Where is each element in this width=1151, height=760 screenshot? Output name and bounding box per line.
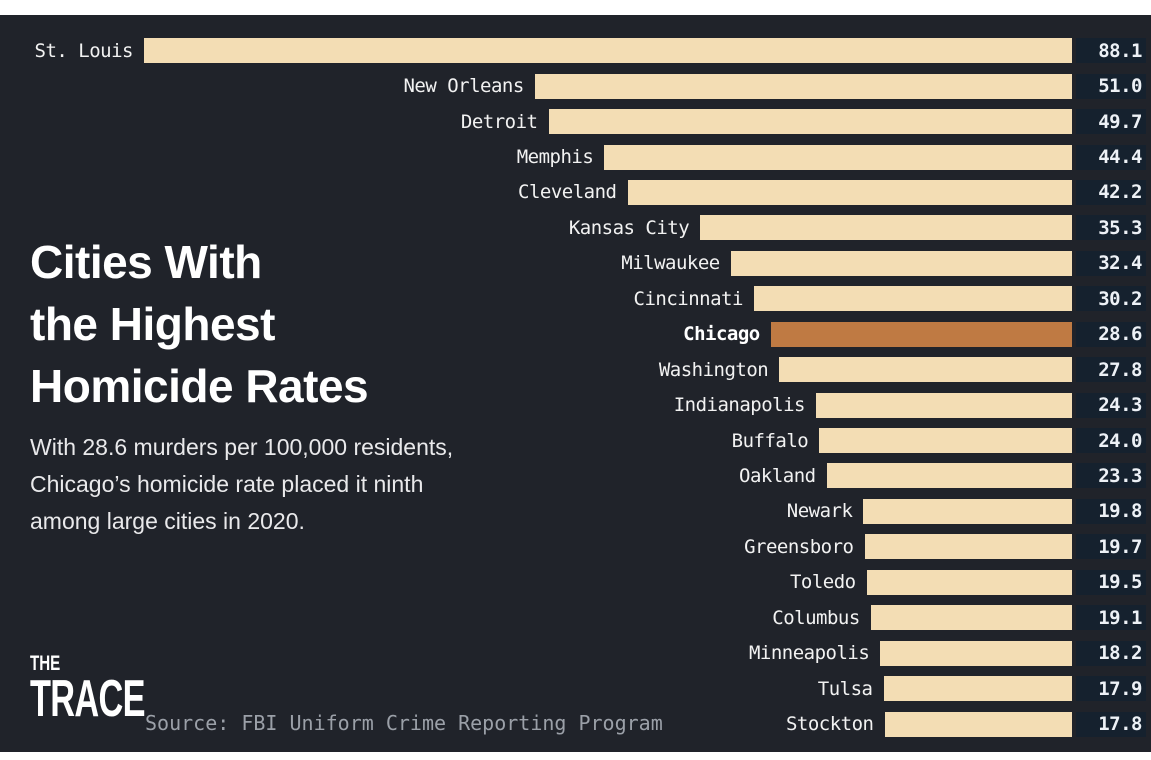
bar-value: 35.3	[1076, 215, 1146, 240]
bar-label: Newark	[786, 500, 853, 523]
bar-label: Kansas City	[568, 216, 690, 239]
bar-label: Cleveland	[518, 181, 617, 204]
bar	[880, 641, 1072, 666]
title-line-1: Cities With	[30, 236, 262, 288]
bar-row	[0, 33, 1151, 68]
bar-value: 42.2	[1076, 180, 1146, 205]
bar	[731, 251, 1072, 276]
bar	[779, 357, 1072, 382]
chart-subtitle	[30, 429, 590, 540]
bar-value: 51.0	[1076, 74, 1146, 99]
bar	[549, 109, 1073, 134]
bar-row	[0, 104, 1151, 139]
bar	[816, 393, 1072, 418]
bar-row	[0, 600, 1151, 635]
bar-value: 44.4	[1076, 145, 1146, 170]
bar-value: 24.3	[1076, 393, 1146, 418]
bar-label: Minneapolis	[748, 642, 870, 665]
subtitle-line-2: Chicago’s homicide rate placed it ninth	[30, 471, 424, 497]
bar	[885, 712, 1073, 737]
bar-value: 28.6	[1076, 322, 1146, 347]
bar-value: 27.8	[1076, 357, 1146, 382]
bar-label: Chicago	[683, 323, 760, 346]
bar-label: Cincinnati	[633, 287, 743, 310]
bar-label: Washington	[658, 358, 769, 381]
bar-value: 88.1	[1076, 38, 1146, 63]
bar-value: 19.8	[1076, 499, 1146, 524]
bar-value: 30.2	[1076, 286, 1146, 311]
bar-label: Columbus	[772, 606, 860, 629]
bar	[827, 463, 1072, 488]
bar	[884, 676, 1073, 701]
bar	[867, 570, 1072, 595]
title-line-3: Homicide Rates	[30, 360, 369, 412]
bar-value: 19.1	[1076, 605, 1146, 630]
bar-label: Oakland	[739, 464, 816, 487]
bar-value: 19.5	[1076, 570, 1146, 595]
bar-label: St. Louis	[34, 39, 133, 62]
bar-highlighted	[771, 322, 1072, 347]
bar	[754, 286, 1072, 311]
bar-value: 17.9	[1076, 676, 1146, 701]
bar-label: Stockton	[785, 713, 874, 736]
bar-label: Indianapolis	[673, 394, 805, 417]
subtitle-line-1: With 28.6 murders per 100,000 residents,	[30, 434, 454, 460]
bar	[871, 605, 1072, 630]
bar-row	[0, 139, 1151, 174]
bar-row	[0, 68, 1151, 103]
bar	[144, 38, 1072, 63]
subtitle-line-3: among large cities in 2020.	[30, 508, 305, 534]
bar-value: 23.3	[1076, 463, 1146, 488]
page-title	[30, 231, 590, 417]
chart-panel	[0, 15, 1151, 752]
bar-label: New Orleans	[403, 75, 524, 98]
bar-label: Detroit	[460, 110, 538, 133]
bar	[628, 180, 1073, 205]
logo-line-trace: TRACE	[30, 670, 145, 728]
bar-value: 49.7	[1076, 109, 1146, 134]
bar-value: 17.8	[1076, 712, 1146, 737]
title-block	[30, 231, 590, 540]
bar-row	[0, 175, 1151, 210]
title-line-2: the Highest	[30, 298, 275, 350]
bar-value: 24.0	[1076, 428, 1146, 453]
bar-label: Memphis	[516, 146, 594, 169]
bar	[535, 74, 1072, 99]
logo-line-the: THE	[30, 652, 61, 675]
bar-row	[0, 565, 1151, 600]
bar	[819, 428, 1072, 453]
bar-label: Toledo	[789, 571, 856, 594]
bar	[863, 499, 1072, 524]
bar-label: Tulsa	[817, 677, 873, 700]
bar	[700, 215, 1072, 240]
bar-value: 18.2	[1076, 641, 1146, 666]
bar-label: Milwaukee	[621, 252, 720, 275]
source-note: Source: FBI Uniform Crime Reporting Program	[145, 711, 663, 735]
bar-label: Greensboro	[744, 535, 854, 558]
bar-value: 32.4	[1076, 251, 1146, 276]
bar-label: Buffalo	[731, 429, 809, 452]
bar	[604, 145, 1072, 170]
bar-value: 19.7	[1076, 534, 1146, 559]
bar	[865, 534, 1073, 559]
